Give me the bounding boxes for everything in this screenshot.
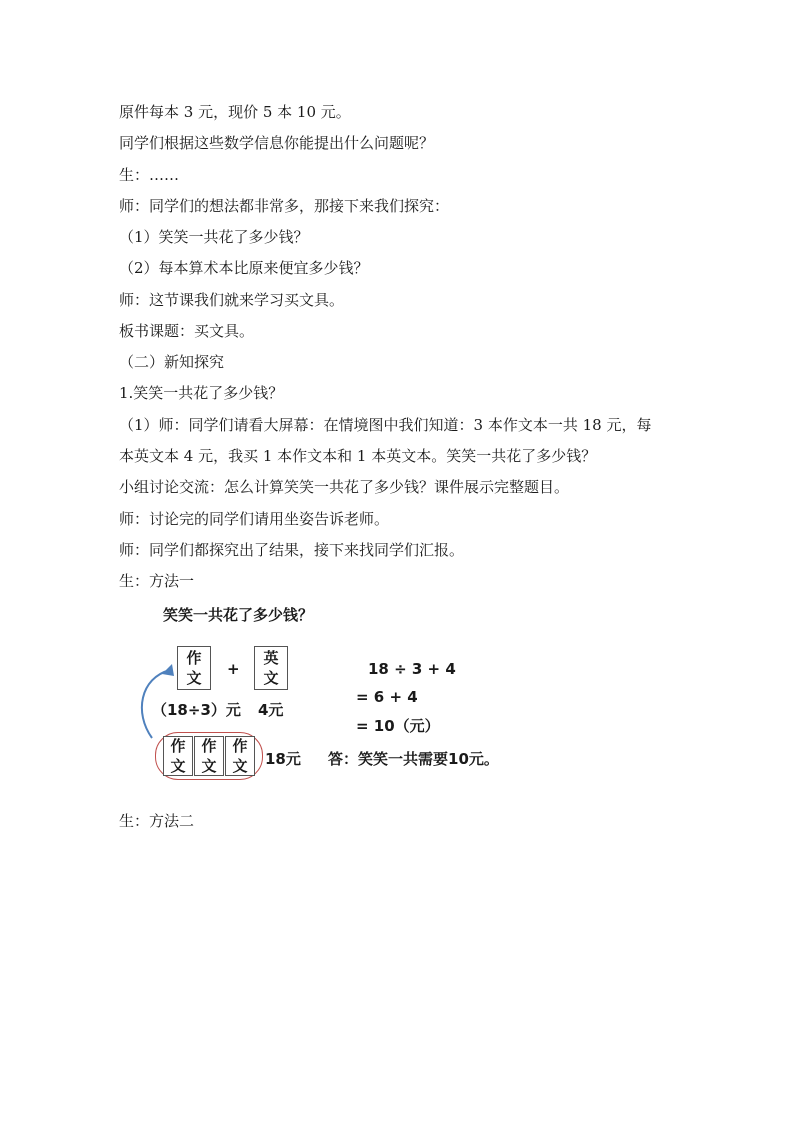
calc-step-3: = 10（元）	[356, 717, 440, 735]
method-one-figure	[130, 598, 550, 788]
text-line: 师：这节课我们就来学习买文具。	[119, 291, 345, 309]
section-heading: （二）新知探究	[119, 353, 225, 371]
zuowen-price: （18÷3）元	[152, 701, 241, 719]
text-line: 原件每本 3 元，现价 5 本 10 元。	[119, 103, 351, 121]
text-line: 本英文本 4 元，我买 1 本作文本和 1 本英文本。笑笑一共花了多少钱？	[119, 447, 597, 465]
text-line: 板书课题：买文具。	[119, 322, 255, 340]
yingwen-book-box: 英 文	[254, 646, 288, 690]
text-line: 同学们根据这些数学信息你能提出什么问题呢？	[119, 134, 435, 152]
text-line: 生：方法二	[119, 812, 195, 830]
zuowen-book-box: 作 文	[177, 646, 211, 690]
figure-title: 笑笑一共花了多少钱？	[163, 606, 314, 624]
text-line: 师：同学们都探究出了结果，接下来找同学们汇报。	[119, 541, 465, 559]
text-line: 师：同学们的想法都非常多，那接下来我们探究：	[119, 197, 450, 215]
calc-step-2: = 6 + 4	[356, 688, 418, 706]
text-line: （1）笑笑一共花了多少钱？	[119, 228, 309, 246]
text-line: 生：方法一	[119, 572, 195, 590]
calc-step-1: 18 ÷ 3 + 4	[368, 660, 456, 678]
zuowen-book-box: 作 文	[194, 736, 224, 776]
text-line: 1.笑笑一共花了多少钱？	[119, 384, 284, 402]
zuowen-book-box: 作 文	[163, 736, 193, 776]
text-line: 小组讨论交流：怎么计算笑笑一共花了多少钱？课件展示完整题目。	[119, 478, 570, 496]
three-books-total: 18元	[265, 750, 301, 768]
yingwen-price: 4元	[258, 701, 284, 719]
text-line: （2）每本算术本比原来便宜多少钱？	[119, 259, 369, 277]
zuowen-book-box: 作 文	[225, 736, 255, 776]
answer-text: 答：笑笑一共需要10元。	[328, 750, 499, 768]
text-line: （1）师：同学们请看大屏幕：在情境图中我们知道：3 本作文本一共 18 元，每	[119, 416, 652, 434]
text-line: 师：讨论完的同学们请用坐姿告诉老师。	[119, 510, 390, 528]
text-line: 生：……	[119, 166, 180, 184]
plus-sign: +	[227, 660, 240, 678]
